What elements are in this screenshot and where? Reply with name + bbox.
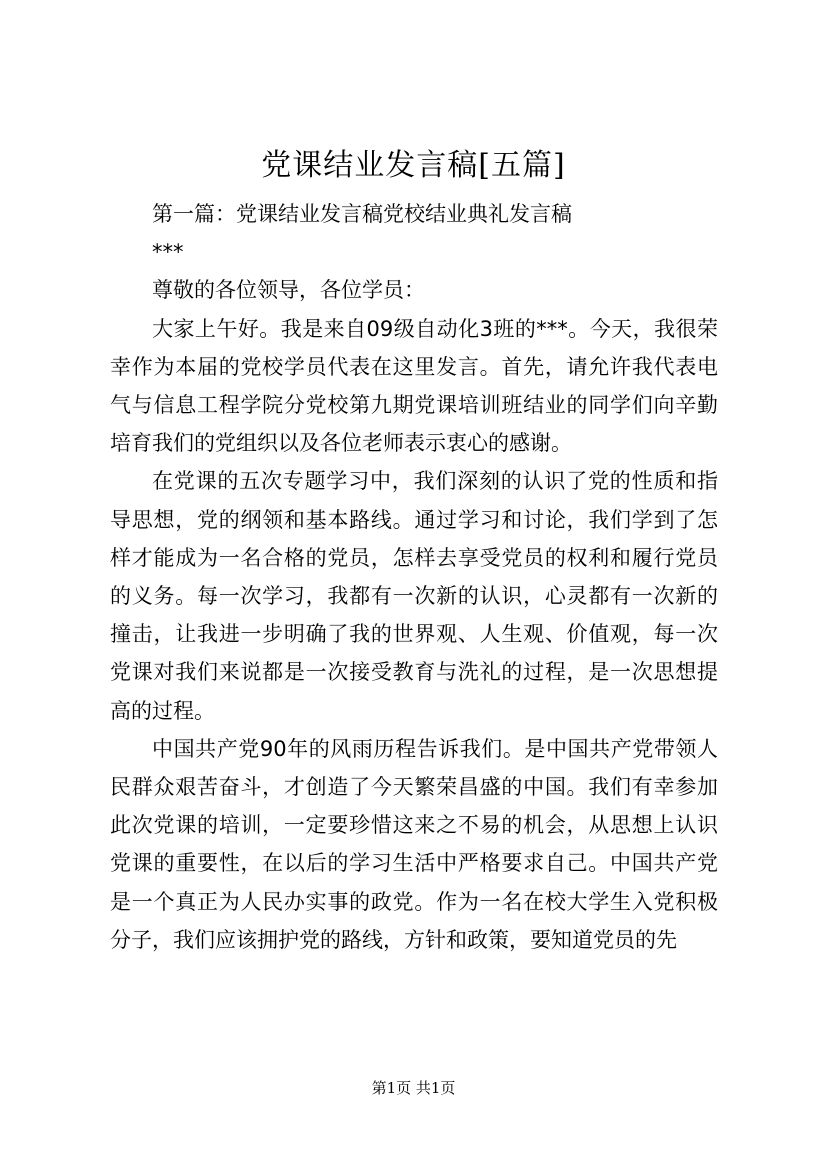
paragraph: 中国共产党90年的风雨历程告诉我们。是中国共产党带领人民群众艰苦奋斗，才创造了今天繁荣昌盛的中国。我们有幸参加此次党课的培训，一定要珍惜这来之不易的机会，从思想上认识党课的重要性，在以后的学习生活中严格要求自己。中国共产党是一个真正为人民办实事的政党。作为一名在校大学生入党积极分子，我们应该拥护党的路线，方针和政策，要知道党员的先 (110, 736, 718, 952)
salutation: 尊敬的各位领导，各位学员： (152, 278, 425, 303)
document-body (110, 195, 718, 959)
section-heading: 第一篇：党课结业发言稿党校结业典礼发言稿 (152, 202, 572, 226)
page-footer: 第1页 共1页 (371, 1079, 456, 1097)
paragraph: 在党课的五次专题学习中，我们深刻的认识了党的性质和指导思想，党的纲领和基本路线。通过学习和讨论，我们学到了怎样才能成为一名合格的党员，怎样去享受党员的权利和履行党员的义务。每一次学习，我都有一次新的认识，心灵都有一次新的撞击，让我进一步明确了我的世界观、人生观、价值观，每一次党课对我们来说都是一次接受教育与洗礼的过程，是一次思想提高的过程。 (110, 469, 718, 723)
paragraph: 大家上午好。我是来自09级自动化3班的***。今天，我很荣幸作为本届的党校学员代表在这里发言。首先，请允许我代表电气与信息工程学院分党校第九期党课培训班结业的同学们向辛勤培育我们的党组织以及各位老师表示衷心的感谢。 (110, 316, 718, 456)
author-mask: *** (152, 240, 184, 265)
document-title: 党课结业发言稿[五篇] (261, 148, 566, 183)
